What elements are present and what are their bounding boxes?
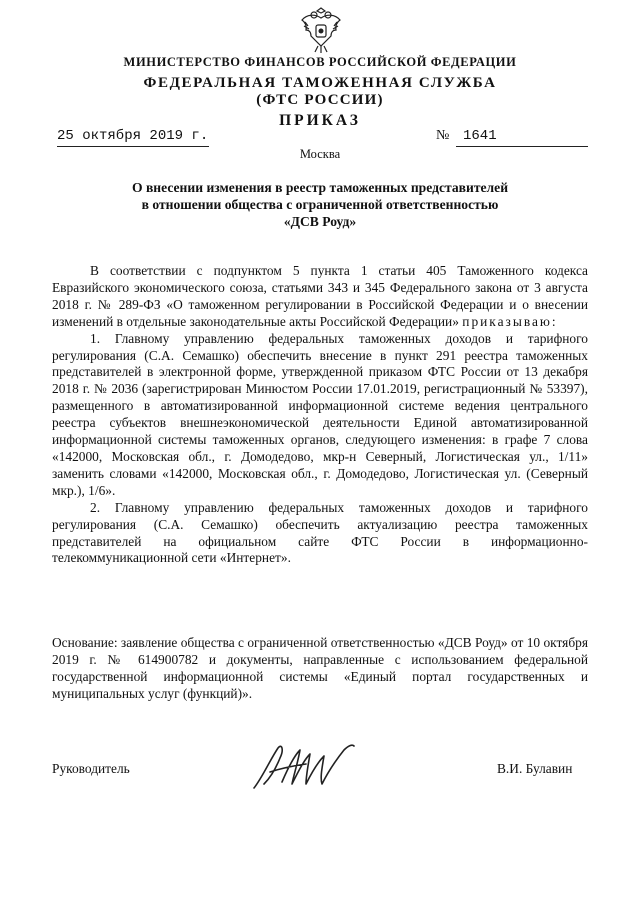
basis-paragraph: Основание: заявление общества с ограниченной ответственностью «ДСВ Роуд» от 10 октября 2019 г. № 614900782 и документы, направленные с использованием федеральной государственной информационной системы «Единый портал государственных и муниципальных услуг (функций)». — [52, 635, 588, 701]
title-line: «ДСВ Роуд» — [283, 214, 357, 229]
service-name: ФЕДЕРАЛЬНАЯ ТАМОЖЕННАЯ СЛУЖБА — [143, 75, 497, 91]
order-word: приказываю: — [462, 313, 558, 329]
handwritten-signature — [248, 738, 360, 796]
document-date: 25 октября 2019 г. — [57, 128, 209, 144]
item-2-paragraph: 2. Главному управлению федеральных таможенных доходов и тарифного регулирования (С.А. Семашко) обеспечить актуализацию реестра таможенных представителей на официальном сайте ФТС России в информационно-телекоммуникационной сети «Интернет». — [52, 499, 588, 566]
service-abbreviation: (ФТС РОССИИ) — [256, 92, 384, 108]
item-1-paragraph: 1. Главному управлению федеральных таможенных доходов и тарифного регулирования (С.А. Семашко) обеспечить внесение в пункт 291 реестра таможенных представителей в электронной форме, утвержденной приказом ФТС России от 13 декабря 2018 г. № 2036 (зарегистрирован Минюстом России 17.01.2019, регистрационный № 53397), размещенного в автоматизированной информационной системе ведения центрального реестра субъектов внешнеэкономической деятельности Единой автоматизированной информационной системы таможенных органов, следующего изменения: в графе 7 слова «142000, Московская обл., г. Домодедово, мкр-н Северный, Логистическая ул., 1/11» заменить словами «142000, Московская обл., г. Домодедово, Логистическая ул. (Северный мкр.), 1/6». — [52, 330, 588, 498]
number-label: № — [436, 128, 450, 143]
signer-name: В.И. Булавин — [497, 761, 573, 776]
intro-paragraph — [52, 263, 588, 331]
document-type: ПРИКАЗ — [279, 112, 361, 129]
document-body — [52, 263, 588, 567]
intro-text: В соответствии с подпунктом 5 пункта 1 статьи 405 Таможенного кодекса Евразийского экономического союза, статьями 343 и 345 Федерального закона от 3 августа 2018 г. № 289-ФЗ «О таможенном регулировании в Российской Федерации и о внесении изменений в отдельные законодательные акты Российской Федерации» — [52, 263, 588, 329]
coat-of-arms-emblem — [299, 6, 343, 54]
city: Москва — [299, 147, 341, 161]
title-line: О внесении изменения в реестр таможенных представителей — [131, 180, 509, 195]
document-title — [0, 179, 640, 230]
signer-role: Руководитель — [52, 761, 130, 776]
document-number: 1641 — [463, 128, 497, 144]
ministry-name: МИНИСТЕРСТВО ФИНАНСОВ РОССИЙСКОЙ ФЕДЕРАЦИИ — [123, 55, 517, 69]
title-line: в отношении общества с ограниченной ответственностью — [141, 197, 499, 212]
